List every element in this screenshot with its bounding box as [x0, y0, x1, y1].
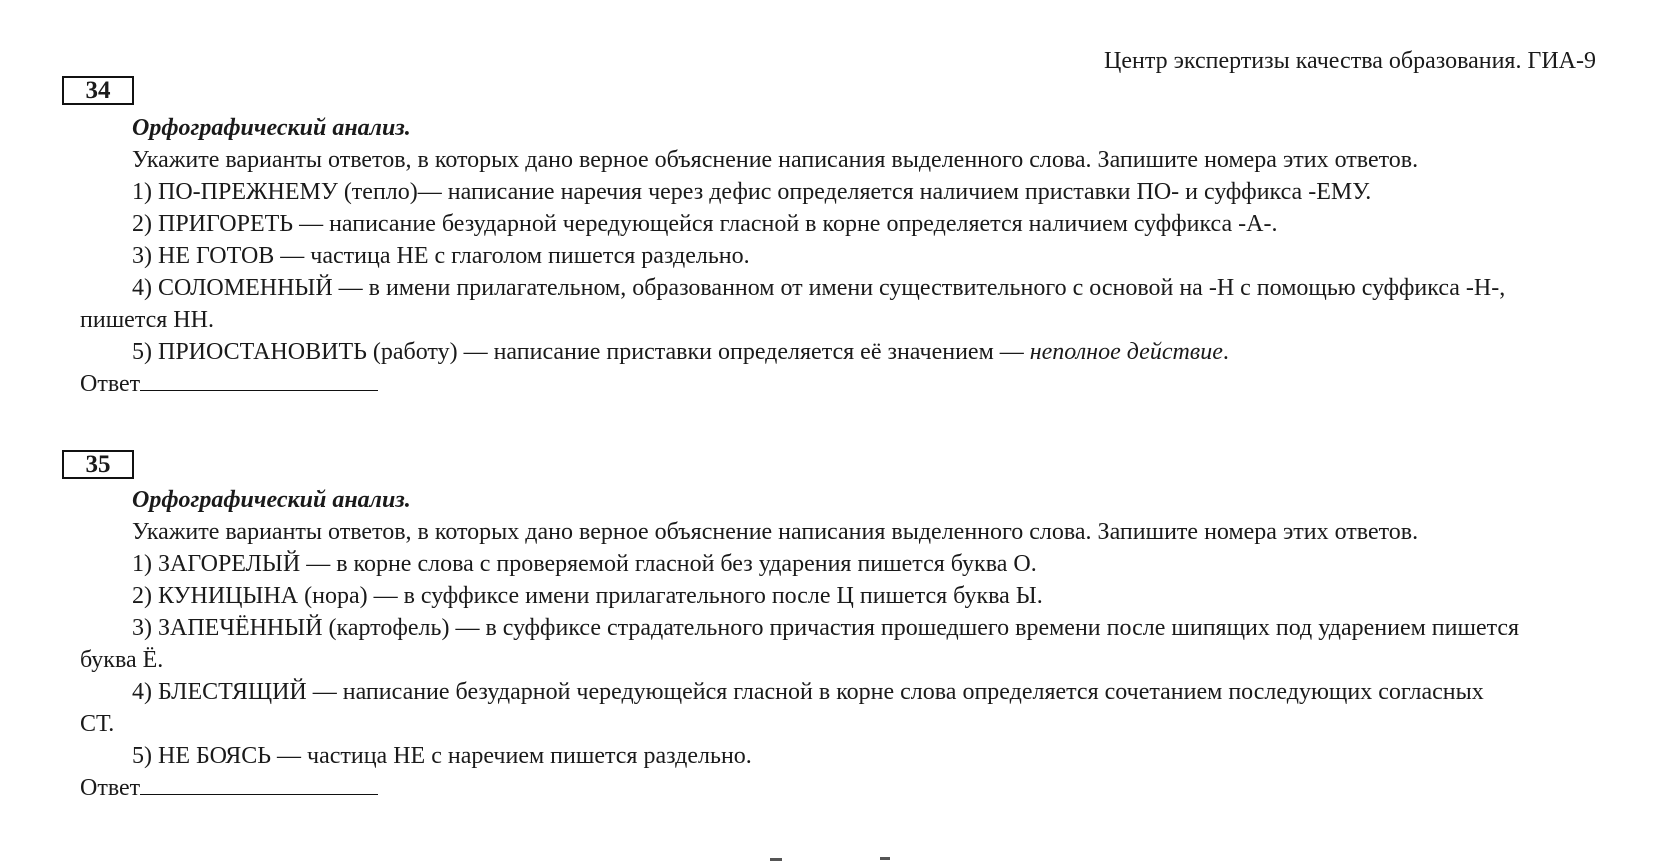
option-4: 4) БЛЕСТЯЩИЙ — написание безударной чередующейся гласной в корне слова определяется сочетанием последующих согласных СТ.: [80, 679, 1484, 737]
task-instruction: Укажите варианты ответов, в которых дано верное объяснение написания выделенного слова. Запишите номера этих ответов.: [132, 147, 1419, 173]
task-number-box: 35: [62, 450, 134, 479]
task-number-box: 34: [62, 76, 134, 105]
option-3: 3) ЗАПЕЧЁННЫЙ (картофель) — в суффиксе страдательного причастия прошедшего времени после шипящих под ударением пишется буква Ё.: [80, 615, 1520, 673]
option-1: 1) ПО-ПРЕЖНЕМУ (тепло)— написание наречия через дефис определяется наличием приставки ПО- и суффикса -ЕМУ.: [132, 179, 1372, 205]
task-title: Орфографический анализ.: [132, 487, 411, 513]
answer-label: Ответ: [80, 371, 141, 397]
answer-field[interactable]: [140, 772, 378, 795]
option-4: 4) СОЛОМЕННЫЙ — в имени прилагательном, образованном от имени существительного с основой на -Н с помощью суффикса -Н-, пишется НН.: [80, 275, 1506, 333]
option-2: 2) ПРИГОРЕТЬ — написание безударной чередующейся гласной в корне определяется наличием суффикса -А-.: [132, 211, 1278, 237]
answer-field[interactable]: [140, 368, 378, 391]
answer-row: [80, 772, 1520, 804]
scan-mark: [770, 858, 782, 861]
option-2: 2) КУНИЦЫНА (нора) — в суффиксе имени прилагательного после Ц пишется буква Ы.: [132, 583, 1043, 609]
task-title: Орфографический анализ.: [132, 115, 411, 141]
scan-mark: [880, 857, 890, 860]
task-35: [80, 484, 1520, 804]
option-5: 5) НЕ БОЯСЬ — частица НЕ с наречием пишется раздельно.: [132, 743, 752, 769]
task-instruction: Укажите варианты ответов, в которых дано верное объяснение написания выделенного слова. Запишите номера этих ответов.: [132, 519, 1419, 545]
task-34: [80, 112, 1520, 400]
option-5-suffix: .: [1222, 339, 1229, 365]
option-5-italic: неполное действие: [1029, 339, 1223, 365]
option-3: 3) НЕ ГОТОВ — частица НЕ с глаголом пишется раздельно.: [132, 243, 750, 269]
option-5: [80, 336, 1520, 368]
answer-row: [80, 368, 1520, 400]
answer-label: Ответ: [80, 775, 141, 801]
option-5-text: 5) ПРИОСТАНОВИТЬ (работу) — написание приставки определяется её значением —: [132, 339, 1030, 365]
page-header: Центр экспертизы качества образования. ГИА-9: [1104, 48, 1596, 74]
option-1: 1) ЗАГОРЕЛЫЙ — в корне слова с проверяемой гласной без ударения пишется буква О.: [132, 551, 1037, 577]
